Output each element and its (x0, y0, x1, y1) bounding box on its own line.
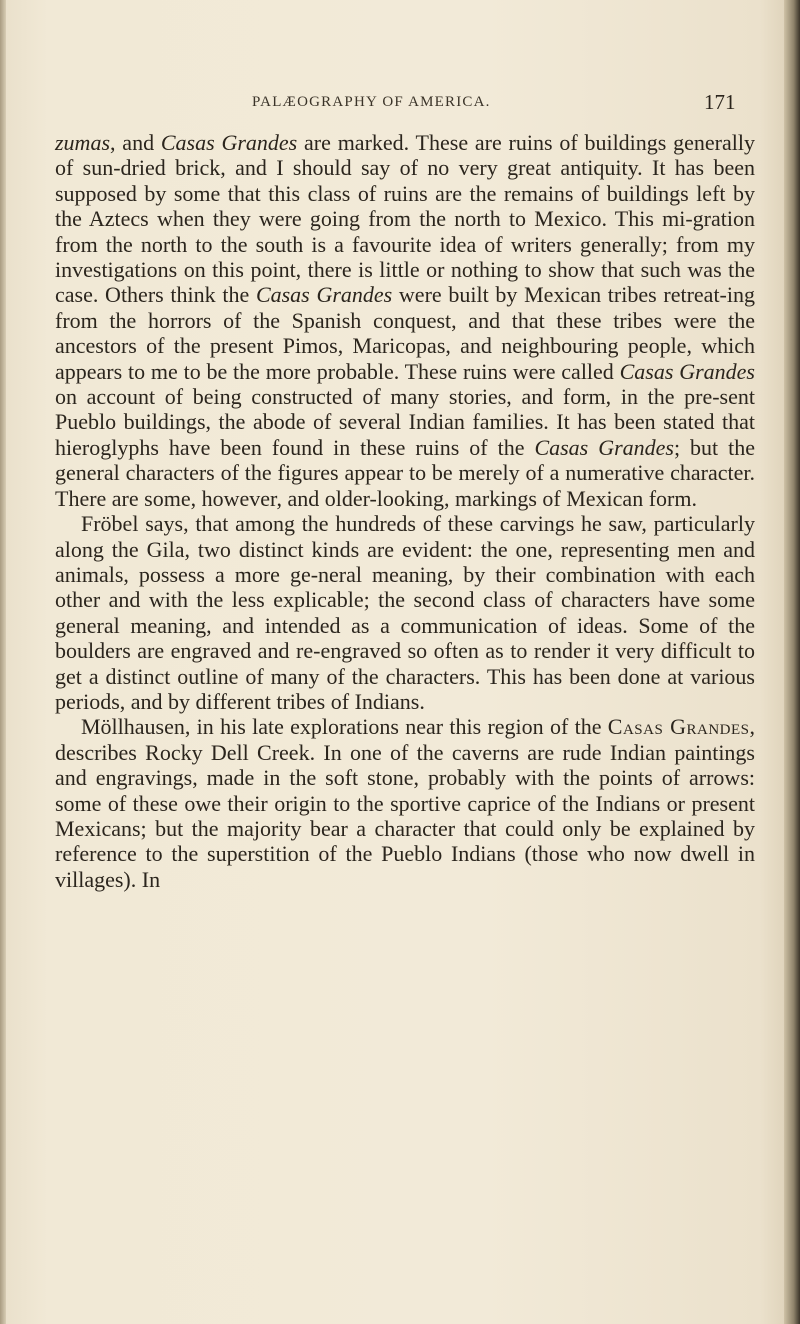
page-number: 171 (704, 90, 736, 114)
italic-text: Casas Grandes (534, 434, 674, 460)
text-segment: Fröbel says, that among the hundreds of these carvings he saw, particularly along the Gila, two distinct kinds are evident: the one, representing men and animals, possess a more ge-neral meaning, by their combination with each other and with the less explicable; the second class of characters have some general meaning, and intended as a communication of ideas. Some of the boulders are engraved and re-engraved so often as to render it very difficult to get a distinct outline of many of the characters. This has been done at various periods, and by different tribes of Indians. (55, 511, 755, 714)
running-head: PALÆOGRAPHY OF AMERICA. (252, 94, 491, 110)
paragraph-3 (55, 714, 755, 892)
page-header (0, 90, 800, 120)
text-segment: were built by Mexican tribes retreat-ing from the horrors of the Spanish conquest, and that these tribes were the ancestors of the present Pimos, Maricopas, and neighbouring people, which appears to me to be the more probable. These ruins were called (55, 282, 755, 384)
text-segment: , and (110, 130, 161, 155)
text-segment: ; but the general characters of the figures appear to be merely of a numerative character. There are some, however, and older-looking, markings of Mexican form. (55, 434, 756, 511)
italic-text: Casas Grandes (255, 282, 393, 308)
paragraph-2 (55, 511, 755, 714)
italic-text: zumas (55, 130, 111, 155)
text-segment: on account of being constructed of many stories, and form, in the pre-sent Pueblo buildings, the abode of several Indian families. It has been stated that hieroglyphs have been found in these ruins of the (55, 384, 755, 460)
page-gutter-shadow (0, 0, 6, 1324)
small-caps-text: Casas Grandes (607, 714, 750, 740)
body-text (55, 130, 755, 892)
italic-text: Casas Grandes (619, 358, 755, 384)
italic-text: Casas Grandes (160, 130, 298, 155)
paragraph-1 (55, 130, 755, 511)
page-edge-shadow (784, 0, 800, 1324)
text-segment: , describes Rocky Dell Creek. In one of the caverns are rude Indian paintings and engravings, made in the soft stone, probably with the points of arrows: some of these owe their origin to the sportive caprice of the Indians or present Mexicans; but the majority bear a character that could only be explained by reference to the superstition of the Pueblo Indians (those who now dwell in villages). In (55, 714, 756, 892)
text-segment: Möllhausen, in his late explorations near this region of the (81, 714, 608, 740)
text-segment: are marked. These are ruins of buildings generally of sun-dried brick, and I should say of no very great antiquity. It has been supposed by some that this class of ruins are the remains of buildings left by the Aztecs when they were going from the north to Mexico. This mi-gration from the north to the south is a favourite idea of writers generally; from my investigations on this point, there is little or nothing to show that such was the case. Others think the (55, 130, 755, 308)
